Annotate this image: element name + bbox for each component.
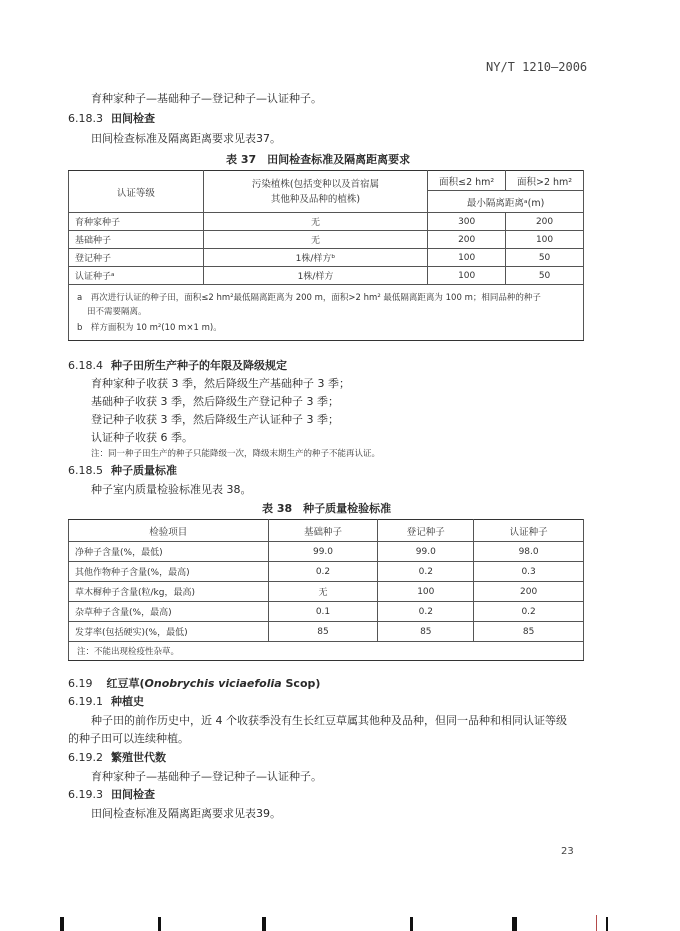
table-row: [69, 622, 584, 642]
section-title: 田间检查: [111, 788, 155, 801]
section-number: 6.19.2: [68, 751, 103, 764]
section-title-latin: Onobrychis viciaefolia: [144, 677, 282, 690]
section-title: 种子质量标准: [111, 464, 177, 477]
table-38: [68, 519, 584, 661]
section-heading-6-18-5: [68, 462, 177, 478]
cell-grade: 认证种子ᵃ: [69, 267, 204, 285]
scan-mark: [158, 917, 161, 931]
table-row: [69, 602, 584, 622]
cell-grade: 基础种子: [69, 231, 204, 249]
cell-item: 发芽率(包括硬实)(%，最低): [69, 622, 269, 642]
section-title-post: Scop): [281, 677, 321, 690]
section-heading-6-18-4: [68, 357, 287, 373]
table-header-area-large: 面积>2 hm²: [516, 176, 573, 188]
scan-mark: [262, 917, 266, 931]
table-notes-row: [69, 642, 584, 661]
cell-value: 98.0: [474, 542, 584, 562]
table-row: [69, 249, 584, 267]
cell-grade: 育种家种子: [69, 213, 204, 231]
cell-value: 99.0: [378, 542, 474, 562]
scan-mark: [606, 917, 608, 931]
cell-contamination: 无: [203, 213, 428, 231]
cell-item: 草木樨种子含量(粒/kg，最高): [69, 582, 269, 602]
table-row: [69, 582, 584, 602]
table-header: 登记种子: [378, 520, 474, 542]
cell-area-large: 200: [506, 213, 584, 231]
page-number: 23: [561, 846, 574, 857]
cell-value: 0.2: [378, 602, 474, 622]
section-heading-6-19-3: [68, 786, 155, 802]
section-number: 6.19.1: [68, 695, 103, 708]
cell-value: 0.3: [474, 562, 584, 582]
cell-item: 杂草种子含量(%，最高): [69, 602, 269, 622]
paragraph: 种子室内质量检验标准见表 38。: [91, 483, 252, 496]
paragraph: 田间检查标准及隔离距离要求见表39。: [91, 807, 281, 820]
paragraph: 育种家种子—基础种子—登记种子—认证种子。: [91, 770, 322, 783]
cell-contamination: 无: [203, 231, 428, 249]
section-heading-6-19-1: [68, 693, 144, 709]
cell-area-large: 50: [506, 267, 584, 285]
table-header: 认证种子: [474, 520, 584, 542]
table-note: 注：不能出现检疫性杂草。: [77, 647, 180, 657]
cell-area-small: 300: [428, 213, 506, 231]
cell-area-large: 100: [506, 231, 584, 249]
cell-value: 0.2: [268, 562, 378, 582]
cell-contamination: 1株/样方ᵇ: [203, 249, 428, 267]
cell-area-small: 100: [428, 267, 506, 285]
paragraph: 登记种子收获 3 季，然后降级生产认证种子 3 季；: [91, 413, 339, 426]
paragraph-continuation: 的种子田可以连续种植。: [68, 732, 189, 745]
table-caption: 表 37 田间检查标准及隔离距离要求: [226, 153, 411, 166]
cell-grade: 登记种子: [69, 249, 204, 267]
table-caption: 表 38 种子质量检验标准: [262, 502, 392, 515]
section-number: 6.19.3: [68, 788, 103, 801]
section-heading-6-19-2: [68, 749, 166, 765]
section-heading-6-18-3: [68, 110, 155, 126]
table-37: [68, 170, 584, 341]
section-heading-6-19: [68, 675, 320, 691]
table-header-area-small: 面积≤2 hm²: [428, 171, 506, 191]
paragraph: 育种家种子收获 3 季，然后降级生产基础种子 3 季；: [91, 377, 350, 390]
paragraph: 育种家种子—基础种子—登记种子—认证种子。: [91, 92, 322, 105]
table-header: 检验项目: [69, 520, 269, 542]
paragraph: 种子田的前作历史中，近 4 个收获季没有生长红豆草属其他种及品种，但同一品种和相同认证等级: [91, 714, 567, 727]
section-title: 种植史: [111, 695, 144, 708]
scan-mark: [512, 917, 517, 931]
cell-value: 85: [474, 622, 584, 642]
section-title-pre: 红豆草(: [106, 677, 145, 690]
scan-mark: [410, 917, 413, 931]
cell-value: 200: [474, 582, 584, 602]
table-note-b: b 样方面积为 10 m²(10 m×1 m)。: [77, 323, 222, 333]
header-code: NY/T 1210—2006: [486, 60, 588, 74]
cell-value: 0.2: [378, 562, 474, 582]
cell-value: 0.1: [268, 602, 378, 622]
table-row: [69, 267, 584, 285]
table-row: [69, 213, 584, 231]
cell-value: 100: [378, 582, 474, 602]
table-header-contamination: [203, 171, 428, 213]
paragraph: 基础种子收获 3 季，然后降级生产登记种子 3 季；: [91, 395, 339, 408]
cell-value: 85: [378, 622, 474, 642]
table-note-a-cont: 田不需要隔离。: [87, 307, 147, 317]
section-title: 繁殖世代数: [111, 751, 166, 764]
table-row: [69, 562, 584, 582]
header-line: 污染植株(包括变种以及首宿属: [251, 178, 380, 190]
section-number: 6.18.3: [68, 112, 103, 125]
table-row: [69, 542, 584, 562]
table-header-row: [69, 520, 584, 542]
table-row: [69, 231, 584, 249]
scan-mark: [596, 915, 597, 931]
cell-area-small: 100: [428, 249, 506, 267]
scan-mark: [60, 917, 64, 931]
section-number: 6.18.5: [68, 464, 103, 477]
cell-area-large: 50: [506, 249, 584, 267]
cell-value: 0.2: [474, 602, 584, 622]
section-number: 6.18.4: [68, 359, 103, 372]
cell-item: 净种子含量(%，最低): [69, 542, 269, 562]
section-title: 种子田所生产种子的年限及降级规定: [111, 359, 287, 372]
paragraph: 认证种子收获 6 季。: [91, 431, 193, 444]
paragraph: 田间检查标准及隔离距离要求见表37。: [91, 132, 281, 145]
table-header-isolation: 最小隔离距离ᵃ(m): [428, 191, 584, 213]
cell-area-small: 200: [428, 231, 506, 249]
cell-item: 其他作物种子含量(%，最高): [69, 562, 269, 582]
cell-contamination: 1株/样方: [203, 267, 428, 285]
table-notes-row: [69, 285, 584, 341]
cell-value: 99.0: [268, 542, 378, 562]
header-line: 其他种及品种的植株): [270, 193, 361, 205]
section-number: 6.19: [68, 677, 93, 690]
section-title: 田间检查: [111, 112, 155, 125]
table-header: 基础种子: [268, 520, 378, 542]
table-note-a: a 再次进行认证的种子田，面积≤2 hm²最低隔离距离为 200 m，面积>2 hm² 最低隔离距离为 100 m；相同品种的种子: [77, 293, 541, 303]
cell-value: 无: [268, 582, 378, 602]
note: 注：同一种子田生产的种子只能降级一次，降级末期生产的种子不能再认证。: [91, 449, 381, 459]
table-header-grade: 认证等级: [69, 171, 204, 213]
cell-value: 85: [268, 622, 378, 642]
